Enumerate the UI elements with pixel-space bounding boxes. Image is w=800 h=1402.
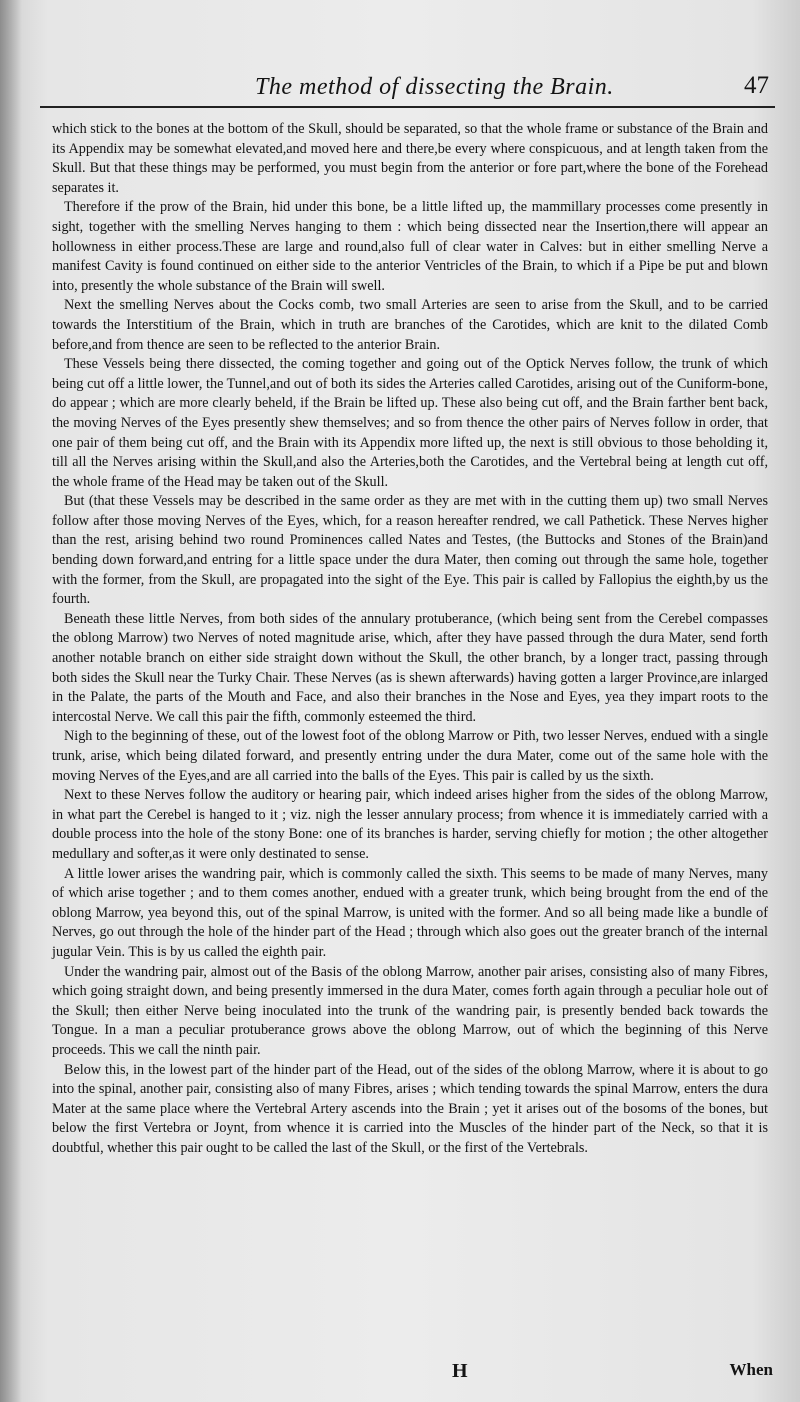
body-text bbox=[52, 120, 768, 1158]
paragraph: Below this, in the lowest part of the hinder part of the Head, out of the sides of the oblong Marrow, where it is about to go into the spinal, another pair, consisting also of many Fibres, arises ; which tending towards the spinal Marrow, enters the dura Mater at the same place where the Vertebral Artery ascends into the Brain ; yet it arises out of the bosoms of the bones, but below the first Vertebra or Joynt, from whence it is carried into the Muscles of the hinder part of the Neck, so that it is doubtful, whether this pair ought to be called the last of the Skull, or the first of the Vertebrals. bbox=[52, 1061, 768, 1156]
paragraph: Next the smelling Nerves about the Cocks comb, two small Arteries are seen to arise from the Skull, and to be carried towards the Interstitium of the Brain, which in truth are branches of the Carotides, which are knit to the dilated Comb before,and from thence are seen to be reflected to the anterior Brain. bbox=[52, 297, 768, 353]
catchword: When bbox=[729, 1360, 773, 1379]
paragraph: Next to these Nerves follow the auditory or hearing pair, which indeed arises higher from the sides of the oblong Marrow, in what part the Cerebel is hanged to it ; viz. nigh the lesser annulary process; from whence it is immediately carried with a double process into the hole of the stony Bone: one of its branches is harder, serving chiefly for motion ; the other altogether medullary and softer,as it were only destinated to sense. bbox=[52, 787, 768, 862]
paragraph: Therefore if the prow of the Brain, hid under this bone, be a little lifted up, the mammillary processes come presently in sight, together with the smelling Nerves hanging to them : which being dissected near the Insertion,there will appear an hollowness in either process.These are large and round,also full of clear water in Calves: but in either smelling Nerve a manifest Cavity is found continued on either side to the anterior Ventricles of the Brain, to which if a Pipe be put and blown into, presently the whole substance of the Brain will swell. bbox=[52, 199, 768, 294]
paragraph: These Vessels being there dissected, the coming together and going out of the Optick Nerves follow, the trunk of which being cut off a little lower, the Tunnel,and out of both its sides the Arteries called Carotides, arising out of the Cuniform-bone, do appear ; which are more clearly beheld, if the Brain be lifted up. These also being cut off, and the Brain farther bent back, the moving Nerves of the Eyes presently shew themselves; and so from thence the other pairs of Nerves follow in order, that one pair of them being cut off, and the Brain with its Appendix more lifted up, the next is still obvious to those beholding it, till all the Nerves arising within the Skull,and also the Arteries,both the Carotides, and the Vertebral being at length cut off, the whole frame of the Head may be taken out of the Skull. bbox=[52, 356, 768, 490]
signature-mark: H bbox=[452, 1360, 468, 1382]
paragraph: Under the wandring pair, almost out of the Basis of the oblong Marrow, another pair arises, consisting also of many Fibres, which going straight down, and being presently immersed in the dura Mater, comes forth again through a peculiar hole out of the Skull; then either Nerve being inoculated into the trunk of the wandring pair, is presently bended back towards the Tongue. In a man a peculiar protuberance grows above the oblong Marrow, out of which the beginning of this Nerve proceeds. This we call the ninth pair. bbox=[52, 963, 768, 1058]
page-number: 47 bbox=[744, 72, 769, 99]
paragraph: A little lower arises the wandring pair, which is commonly called the sixth. This seems to be made of many Nerves, many of which arise together ; and to them comes another, endued with a greater trunk, which being brought from the end of the oblong Marrow, yea beyond this, out of the spinal Marrow, is united with the former. And so all being made like a bundle of Nerves, go out through the hole of the hinder part of the Head ; through which also goes out the greater branch of the internal jugular Vein. This is by us called the eighth pair. bbox=[52, 865, 768, 960]
gutter-shadow bbox=[0, 0, 22, 1402]
page-footer bbox=[40, 1360, 775, 1390]
paragraph: Beneath these little Nerves, from both sides of the annulary protuberance, (which being sent from the Cerebel compasses the oblong Marrow) two Nerves of noted magnitude arise, which, after they have passed through the dura Mater, send forth another notable branch on either side straight down without the Skull, the other branch, by a longer tract, passing through both sides the Skull near the Turky Chair. These Nerves (as is shewn afterwards) having gotten a larger Province,are inlarged in the Palate, the parts of the Mouth and Face, and also their branches in the Nose and Eyes, yea they impart roots to the intercostal Nerve. We call this pair the fifth, commonly esteemed the third. bbox=[52, 610, 768, 725]
paragraph: Nigh to the beginning of these, out of the lowest foot of the oblong Marrow or Pith, two lesser Nerves, endued with a single trunk, arise, which being dilated forward, and presently entring under the dura Mater, come out of the same hole with the moving Nerves of the Eyes,and are all carried into the balls of the Eyes. This pair is called by us the sixth. bbox=[52, 728, 768, 784]
paragraph: which stick to the bones at the bottom of the Skull, should be separated, so that the whole frame or substance of the Brain and its Appendix may be somewhat elevated,and moved here and there,be every where conspicuous, and at length taken from the Skull. But that these things may be performed, you must begin from the anterior or fore part,where the bone of the Forehead separates it. bbox=[52, 121, 768, 196]
running-title: The method of dissecting the Brain. bbox=[255, 74, 614, 100]
paragraph: But (that these Vessels may be described in the same order as they are met with in the cutting them up) two small Nerves follow after those moving Nerves of the Eyes, which, for a reason hereafter rendred, we call Pathetick. These Nerves higher than the rest, arising behind two round Prominences called Nates and Testes, (the Buttocks and Stones of the Brain)and bending down forward,and entring for a little space under the dura Mater, then coming out through the same hole, together with the former, from the Skull, are propagated into the sight of the Eye. This pair is called by Fallopius the eighth,by us the fourth. bbox=[52, 493, 768, 608]
page-header bbox=[40, 66, 775, 108]
